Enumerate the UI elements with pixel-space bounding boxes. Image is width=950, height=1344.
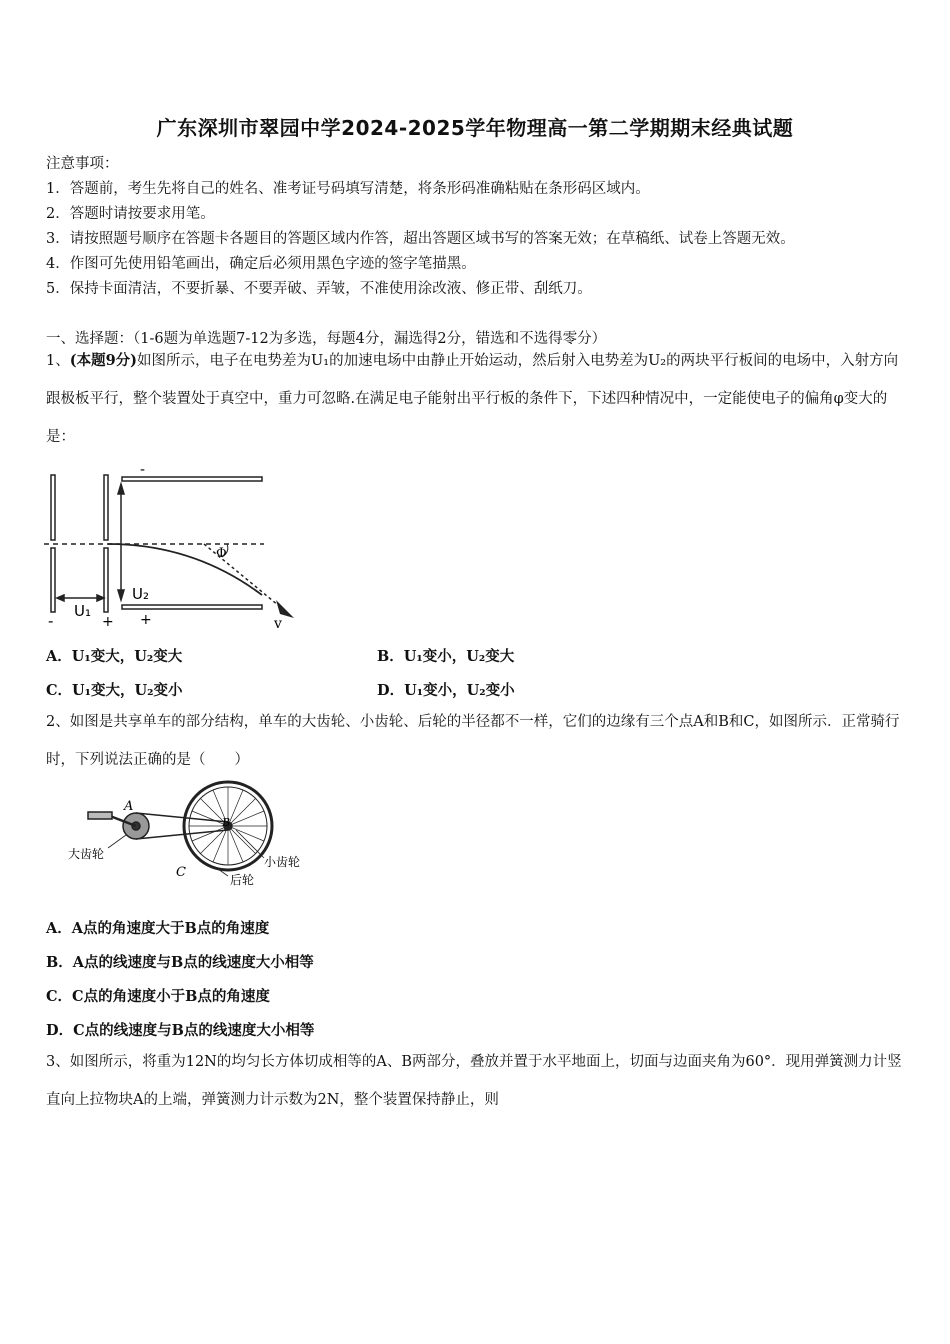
question-1-number: 1、 xyxy=(46,353,70,369)
u2-arrow-down-head xyxy=(118,590,124,600)
u1-arrow-left-head xyxy=(57,595,64,601)
rear-wheel-label: 后轮 xyxy=(230,873,255,887)
middle-plate-bottom xyxy=(104,548,108,612)
point-c-label: C xyxy=(176,865,186,880)
notice-item-1: 1．答题前，考生先将自己的姓名、准考证号码填写清楚，将条形码准确粘贴在条形码区域内。 xyxy=(46,181,650,197)
question-2-figure xyxy=(68,780,318,892)
minus-left-label: - xyxy=(48,612,54,630)
phi-label: Φ xyxy=(216,546,227,561)
notice-item-2: 2．答题时请按要求用笔。 xyxy=(46,206,215,222)
point-b-label: B xyxy=(222,816,231,829)
chain-bottom xyxy=(136,830,228,839)
chain-top xyxy=(136,813,228,822)
question-1-body: 如图所示，电子在电势差为U₁的加速电场中由静止开始运动，然后射入电势差为U₂的两块平行板间的电场中，入射方向跟极板平行，整个装置处于真空中，重力可忽略.在满足电子能射出平行板的条件下，下述四种情况中，一定能使电子的偏角φ变大的是： xyxy=(46,353,899,445)
question-3-text: 3、如图所示，将重为12N的均匀长方体切成相等的A、B两部分，叠放并置于水平地面上，切面与边面夹角为60°．现用弹簧测力计竖直向上拉物块A的上端，弹簧测力计示数为2N，整个装置保持静止，则 xyxy=(46,1054,902,1108)
notice-item-4: 4．作图可先使用铅笔画出，确定后必须用黑色字迹的签字笔描黑。 xyxy=(46,256,476,272)
section-heading: 一、选择题：（1-6题为单选题7-12为多选，每题4分，漏选得2分，错选和不选得零分） xyxy=(46,331,607,347)
plus-left-label: + xyxy=(102,614,114,630)
question-1-option-d[interactable]: D．U₁变小，U₂变小 xyxy=(377,682,515,699)
notice-item-5: 5．保持卡面清洁，不要折暴、不要弄破、弄皱，不准使用涂改液、修正带、刮纸刀。 xyxy=(46,281,592,297)
question-1-score: (本题9分) xyxy=(69,352,138,369)
minus-top-label: - xyxy=(140,462,146,478)
small-gear-leader xyxy=(236,830,264,858)
middle-plate-top xyxy=(104,475,108,540)
u2-label: U₂ xyxy=(132,585,149,603)
question-2-option-b[interactable]: B．A点的线速度与B点的线速度大小相等 xyxy=(46,954,314,971)
lower-parallel-plate xyxy=(122,605,262,609)
notice-item-3: 3．请按照题号顺序在答题卡各题目的答题区域内作答，超出答题区域书写的答案无效；在草稿纸、试卷上答题无效。 xyxy=(46,231,795,247)
small-gear-label: 小齿轮 xyxy=(264,855,301,869)
question-2-option-a[interactable]: A．A点的角速度大于B点的角速度 xyxy=(46,920,270,937)
notice-heading: 注意事项： xyxy=(46,156,119,172)
u1-label: U₁ xyxy=(74,602,91,620)
big-gear-leader xyxy=(108,835,126,848)
point-a-label: A xyxy=(124,799,134,814)
plus-bottom-label: + xyxy=(140,612,152,628)
question-1-option-b[interactable]: B．U₁变小，U₂变大 xyxy=(377,648,515,665)
question-1-option-c[interactable]: C．U₁变大，U₂变小 xyxy=(46,682,183,699)
question-1-option-a[interactable]: A．U₁变大，U₂变大 xyxy=(46,648,183,665)
velocity-label: v xyxy=(274,616,282,632)
question-2-text: 2、如图是共享单车的部分结构，单车的大齿轮、小齿轮、后轮的半径都不一样，它们的边缘有三个点A和B和C，如图所示．正常骑行时，下列说法正确的是（ ） xyxy=(46,714,900,768)
u1-arrow-right-head xyxy=(97,595,104,601)
left-plate-bottom xyxy=(51,548,55,612)
u2-arrow-up-head xyxy=(118,484,124,494)
question-1-figure xyxy=(44,460,314,635)
question-2-option-c[interactable]: C．C点的角速度小于B点的角速度 xyxy=(46,988,270,1005)
question-1-text xyxy=(46,342,908,456)
left-plate-top xyxy=(51,475,55,540)
question-2-option-d[interactable]: D．C点的线速度与B点的线速度大小相等 xyxy=(46,1022,315,1039)
page-title: 广东深圳市翠园中学2024-2025学年物理高一第二学期期末经典试题 xyxy=(156,116,794,140)
pedal xyxy=(88,812,112,819)
big-gear-label: 大齿轮 xyxy=(68,847,105,861)
